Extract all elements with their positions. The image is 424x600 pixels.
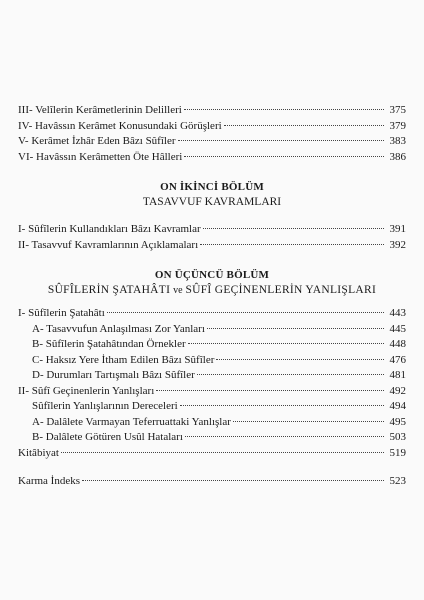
chapter-12-heading xyxy=(0,180,424,210)
chapter-12-title: TASAVVUF KAVRAMLARI xyxy=(142,196,282,208)
toc-entry-page-number: 523 xyxy=(389,475,406,487)
toc-entry-label: II- Sûfî Geçinenlerin Yanlışları xyxy=(18,384,155,397)
toc-entry-label: III- Velîlerin Kerâmetlerinin Delilleri xyxy=(18,104,182,116)
toc-entry xyxy=(18,150,406,166)
toc-entry xyxy=(18,415,406,431)
toc-entry xyxy=(18,306,406,322)
toc-entry-label: I- Sûfîlerin Kullandıkları Bâzı Kavramlar xyxy=(18,223,201,235)
toc-dot-leader xyxy=(197,374,384,375)
toc-section-chapter-13 xyxy=(18,306,406,490)
toc-entry xyxy=(18,353,406,369)
toc-entry xyxy=(18,119,406,135)
toc-dot-leader xyxy=(184,156,384,157)
toc-entry-page-number: 476 xyxy=(389,353,406,366)
toc-entry-label: A- Dalâlete Varmayan Teferruattaki Yanlışlar xyxy=(32,415,231,428)
toc-entry xyxy=(18,368,406,384)
toc-entry-label: II- Tasavvuf Kavramlarının Açıklamaları xyxy=(18,238,199,251)
toc-entry xyxy=(18,384,406,400)
toc-dot-leader xyxy=(184,109,384,110)
toc-entry xyxy=(18,474,406,490)
toc-entry-page-number: 383 xyxy=(389,135,406,147)
toc-entry-label: I- Sûfîlerin Şatahâtı xyxy=(18,307,105,319)
chapter-12-number: ON İKİNCİ BÖLÜM xyxy=(160,181,264,193)
toc-entry xyxy=(18,222,406,238)
chapter-13-title-part2: SÛFÎ GEÇİNENLERİN YANLIŞLARI xyxy=(185,284,377,296)
toc-dot-leader xyxy=(200,244,384,245)
toc-entry-label: Kitâbiyat xyxy=(18,446,59,459)
toc-entry-page-number: 375 xyxy=(389,104,406,116)
toc-entry-label: D- Durumları Tartışmalı Bâzı Sûfîler xyxy=(32,369,195,381)
toc-entry-label: V- Kerâmet İzhâr Eden Bâzı Sûfîler xyxy=(18,135,176,147)
toc-entry xyxy=(18,134,406,150)
toc-dot-leader xyxy=(82,480,384,481)
toc-entry xyxy=(18,103,406,119)
chapter-13-title-part1: SÛFÎLERİN ŞATAHÂTI xyxy=(47,284,171,296)
toc-entry-label: B- Sûfîlerin Şatahâtından Örnekler xyxy=(32,338,186,350)
toc-entry-label: IV- Havâssın Kerâmet Konusundaki Görüşleri xyxy=(18,119,222,132)
toc-dot-leader xyxy=(156,390,384,391)
toc-entry-page-number: 392 xyxy=(389,238,406,251)
toc-dot-leader xyxy=(207,328,384,329)
toc-entry-page-number: 481 xyxy=(389,369,406,381)
toc-entry-page-number: 379 xyxy=(389,119,406,132)
toc-dot-leader xyxy=(180,405,384,406)
chapter-13-title-ve: ve xyxy=(173,285,183,296)
toc-dot-leader xyxy=(185,436,384,437)
toc-dot-leader xyxy=(216,359,384,360)
toc-entry-label: VI- Havâssın Kerâmetten Öte Hâlleri xyxy=(18,150,183,163)
toc-dot-leader xyxy=(188,343,384,344)
toc-entry-label: A- Tasavvufun Anlaşılması Zor Yanları xyxy=(32,322,205,335)
toc-entry xyxy=(18,322,406,338)
toc-entry xyxy=(18,446,406,462)
toc-entry-page-number: 445 xyxy=(389,322,406,335)
toc-entry-page-number: 443 xyxy=(389,307,406,319)
toc-dot-leader xyxy=(107,312,384,313)
toc-entry xyxy=(18,399,406,415)
toc-entry-page-number: 492 xyxy=(389,384,406,397)
toc-entry-label: C- Haksız Yere İtham Edilen Bâzı Sûfîler xyxy=(32,353,215,366)
toc-entry-page-number: 386 xyxy=(389,150,406,163)
toc-dot-leader xyxy=(203,228,384,229)
toc-entry-page-number: 448 xyxy=(389,338,406,350)
toc-entry-page-number: 503 xyxy=(389,431,406,443)
toc-entry-page-number: 494 xyxy=(389,400,406,412)
chapter-13-title xyxy=(0,283,424,298)
toc-dot-leader xyxy=(61,452,384,453)
chapter-13-number: ON ÜÇÜNCÜ BÖLÜM xyxy=(154,269,270,281)
toc-dot-leader xyxy=(178,140,384,141)
chapter-13-heading xyxy=(0,268,424,298)
toc-entry-page-number: 495 xyxy=(389,415,406,428)
toc-dot-leader xyxy=(233,421,384,422)
toc-section-chapter-12 xyxy=(18,222,406,253)
toc-entry xyxy=(18,337,406,353)
toc-entry xyxy=(18,430,406,446)
toc-entry xyxy=(18,238,406,254)
toc-entry-label: Sûfîlerin Yanlışlarının Dereceleri xyxy=(32,400,178,412)
toc-entry-label: Karma İndeks xyxy=(18,475,81,487)
toc-section-chapter-11-end xyxy=(18,103,406,165)
toc-dot-leader xyxy=(224,125,384,126)
toc-entry-label: B- Dalâlete Götüren Usûl Hataları xyxy=(32,431,183,443)
toc-entry-page-number: 519 xyxy=(389,446,406,459)
toc-entry-page-number: 391 xyxy=(389,223,406,235)
